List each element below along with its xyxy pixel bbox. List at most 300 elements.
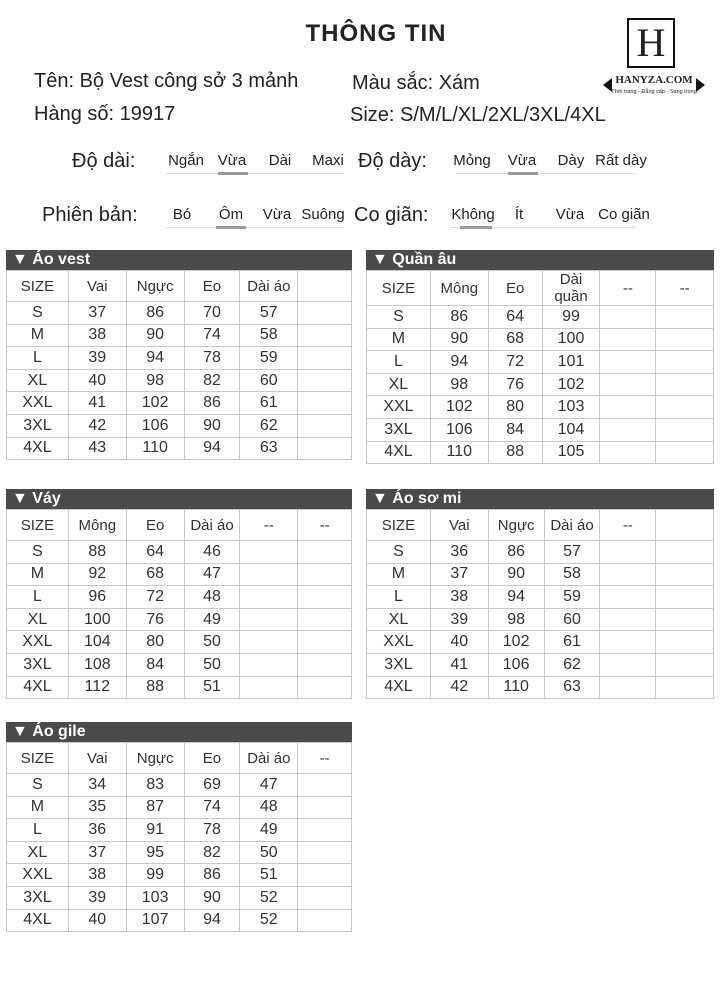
table-row bbox=[367, 351, 714, 374]
table-cell: 60 bbox=[240, 369, 298, 392]
table-cell bbox=[600, 586, 656, 609]
table-cell bbox=[298, 369, 352, 392]
attribute-label: Độ dài: bbox=[72, 150, 136, 172]
column-header: -- bbox=[656, 271, 714, 306]
option[interactable]: Không bbox=[451, 206, 495, 223]
table-cell: 41 bbox=[430, 653, 488, 676]
table-cell: 36 bbox=[430, 541, 488, 564]
table-cell: 88 bbox=[68, 541, 126, 564]
table-cell bbox=[600, 396, 656, 419]
selected-option-bar bbox=[508, 172, 538, 175]
table-row bbox=[367, 563, 714, 586]
table-cell: 40 bbox=[430, 631, 488, 654]
attribute-label: Độ dày: bbox=[358, 150, 427, 172]
table-row bbox=[367, 676, 714, 699]
table-cell bbox=[298, 347, 352, 370]
table-cell: 83 bbox=[126, 774, 184, 797]
triangle-down-icon: ▼ bbox=[12, 723, 33, 740]
table-cell bbox=[656, 676, 714, 699]
table-cell bbox=[600, 441, 656, 464]
option[interactable]: Ít bbox=[514, 206, 524, 223]
table-cell: 96 bbox=[68, 586, 126, 609]
option[interactable]: Vừa bbox=[217, 152, 247, 169]
table-cell: 87 bbox=[126, 796, 184, 819]
table-row bbox=[367, 631, 714, 654]
table-cell: 34 bbox=[68, 774, 126, 797]
table-cell bbox=[656, 563, 714, 586]
table-cell: 107 bbox=[126, 909, 184, 932]
table-cell bbox=[656, 418, 714, 441]
table-cell: 57 bbox=[544, 541, 600, 564]
table-cell: 59 bbox=[240, 347, 298, 370]
option[interactable]: Maxi bbox=[312, 152, 344, 169]
table-row bbox=[7, 841, 352, 864]
table-row bbox=[7, 909, 352, 932]
table-cell: 112 bbox=[68, 676, 126, 699]
table-cell bbox=[240, 541, 298, 564]
column-header: Vai bbox=[68, 743, 126, 774]
column-header: Ngực bbox=[488, 510, 544, 541]
table-cell: M bbox=[367, 328, 431, 351]
table-cell bbox=[298, 608, 352, 631]
selected-option-bar bbox=[216, 226, 246, 229]
table-cell: 86 bbox=[430, 306, 488, 329]
table-cell bbox=[298, 563, 352, 586]
table-cell: 86 bbox=[184, 392, 240, 415]
table-row bbox=[367, 608, 714, 631]
table-cell bbox=[600, 373, 656, 396]
selected-option-bar bbox=[218, 172, 248, 175]
table-cell bbox=[240, 563, 298, 586]
table-row bbox=[367, 653, 714, 676]
table-cell: 74 bbox=[184, 796, 240, 819]
table-row bbox=[367, 541, 714, 564]
table-cell: 3XL bbox=[7, 414, 69, 437]
table-cell: 4XL bbox=[7, 676, 69, 699]
brand-tagline: Thời trang - Đẳng cấp - Sang trọng bbox=[611, 89, 697, 95]
table-cell: 40 bbox=[68, 909, 126, 932]
table-cell: 48 bbox=[184, 586, 240, 609]
table-cell: 3XL bbox=[7, 653, 69, 676]
table-cell bbox=[298, 841, 352, 864]
page-title: THÔNG TIN bbox=[305, 20, 447, 47]
column-header: SIZE bbox=[7, 271, 69, 302]
table-cell: XL bbox=[7, 841, 69, 864]
table-cell: 103 bbox=[542, 396, 600, 419]
table-row bbox=[7, 586, 352, 609]
table-cell: M bbox=[367, 563, 431, 586]
table-cell: 61 bbox=[544, 631, 600, 654]
table-row bbox=[7, 676, 352, 699]
table-cell bbox=[298, 631, 352, 654]
table-cell: 94 bbox=[488, 586, 544, 609]
table-cell bbox=[298, 909, 352, 932]
table-cell: 61 bbox=[240, 392, 298, 415]
table-cell: 4XL bbox=[7, 437, 69, 460]
option[interactable]: Vừa bbox=[555, 206, 585, 223]
table-header-row bbox=[7, 510, 352, 541]
table-row bbox=[7, 864, 352, 887]
table-cell: 3XL bbox=[367, 653, 431, 676]
table-cell bbox=[298, 414, 352, 437]
table-cell bbox=[656, 653, 714, 676]
table-cell bbox=[298, 392, 352, 415]
table-cell bbox=[656, 541, 714, 564]
table-cell bbox=[298, 796, 352, 819]
table-cell: L bbox=[7, 586, 69, 609]
table-cell: 80 bbox=[488, 396, 542, 419]
table-cell: 90 bbox=[430, 328, 488, 351]
section-header bbox=[6, 250, 352, 270]
column-header: -- bbox=[240, 510, 298, 541]
table-cell: 4XL bbox=[367, 676, 431, 699]
table-cell: 86 bbox=[126, 302, 184, 325]
table-row bbox=[7, 392, 352, 415]
product-sizes: Size: S/M/L/XL/2XL/3XL/4XL bbox=[350, 104, 606, 126]
table-cell bbox=[656, 608, 714, 631]
section-title: Quần âu bbox=[392, 251, 457, 268]
product-color: Màu sắc: Xám bbox=[352, 72, 480, 94]
table-cell bbox=[656, 373, 714, 396]
table-cell: 76 bbox=[488, 373, 542, 396]
table-cell bbox=[656, 351, 714, 374]
table-cell: 80 bbox=[126, 631, 184, 654]
table-cell: 69 bbox=[184, 774, 240, 797]
table-cell: 52 bbox=[240, 886, 298, 909]
table-cell: 84 bbox=[488, 418, 542, 441]
table-cell: 43 bbox=[68, 437, 126, 460]
table-cell: XXL bbox=[7, 864, 69, 887]
table-cell bbox=[656, 306, 714, 329]
option[interactable]: Ôm bbox=[218, 206, 244, 223]
table-cell: 60 bbox=[544, 608, 600, 631]
table-cell: 39 bbox=[68, 347, 126, 370]
table-cell: 57 bbox=[240, 302, 298, 325]
table-cell bbox=[600, 631, 656, 654]
table-cell: 104 bbox=[68, 631, 126, 654]
table-row bbox=[367, 373, 714, 396]
table-cell: 62 bbox=[544, 653, 600, 676]
option[interactable]: Dày bbox=[557, 152, 585, 169]
column-header: SIZE bbox=[367, 510, 431, 541]
table-cell: XL bbox=[367, 373, 431, 396]
table-cell: 94 bbox=[430, 351, 488, 374]
table-cell bbox=[298, 653, 352, 676]
table-cell bbox=[600, 306, 656, 329]
table-cell: 50 bbox=[184, 653, 240, 676]
table-cell: 90 bbox=[184, 886, 240, 909]
table-cell bbox=[600, 351, 656, 374]
table-cell: 78 bbox=[184, 819, 240, 842]
table-cell: 110 bbox=[430, 441, 488, 464]
table-cell bbox=[298, 437, 352, 460]
table-cell: 102 bbox=[430, 396, 488, 419]
table-cell: 36 bbox=[68, 819, 126, 842]
table-row bbox=[367, 396, 714, 419]
table-cell: 92 bbox=[68, 563, 126, 586]
column-header: -- bbox=[298, 743, 352, 774]
table-cell: 72 bbox=[488, 351, 542, 374]
table-cell: M bbox=[7, 796, 69, 819]
option[interactable]: Co giãn bbox=[598, 206, 650, 223]
table-cell: L bbox=[7, 347, 69, 370]
column-header: Dài áo bbox=[544, 510, 600, 541]
table-cell: 86 bbox=[184, 864, 240, 887]
option[interactable]: Bó bbox=[172, 206, 192, 223]
table-cell: 88 bbox=[126, 676, 184, 699]
table-cell bbox=[656, 631, 714, 654]
table-cell: 4XL bbox=[7, 909, 69, 932]
table-cell: 42 bbox=[430, 676, 488, 699]
table-cell bbox=[298, 586, 352, 609]
table-cell bbox=[298, 676, 352, 699]
brand-logo bbox=[603, 18, 705, 100]
table-cell: XXL bbox=[7, 631, 69, 654]
option[interactable]: Vừa bbox=[507, 152, 537, 169]
table-cell: L bbox=[367, 586, 431, 609]
size-table bbox=[366, 509, 714, 699]
product-name: Tên: Bộ Vest công sở 3 mảnh bbox=[34, 70, 299, 92]
table-cell bbox=[298, 819, 352, 842]
table-header-row bbox=[367, 271, 714, 306]
table-row bbox=[7, 541, 352, 564]
table-cell: 102 bbox=[488, 631, 544, 654]
table-cell: 3XL bbox=[367, 418, 431, 441]
table-cell: 39 bbox=[68, 886, 126, 909]
column-header: Vai bbox=[68, 271, 126, 302]
table-cell bbox=[240, 676, 298, 699]
table-row bbox=[7, 414, 352, 437]
table-cell: 82 bbox=[184, 841, 240, 864]
table-cell bbox=[600, 608, 656, 631]
table-cell: 110 bbox=[126, 437, 184, 460]
table-row bbox=[7, 653, 352, 676]
table-cell: S bbox=[367, 306, 431, 329]
table-cell: XXL bbox=[7, 392, 69, 415]
table-cell: 39 bbox=[430, 608, 488, 631]
table-cell: 38 bbox=[430, 586, 488, 609]
table-cell: 98 bbox=[488, 608, 544, 631]
table-cell: M bbox=[7, 324, 69, 347]
table-cell: 68 bbox=[488, 328, 542, 351]
table-cell: 58 bbox=[544, 563, 600, 586]
table-cell: 3XL bbox=[7, 886, 69, 909]
table-cell: XXL bbox=[367, 396, 431, 419]
column-header: Eo bbox=[184, 271, 240, 302]
attribute-label: Phiên bản: bbox=[42, 204, 138, 226]
column-header: Ngực bbox=[126, 743, 184, 774]
table-cell: 35 bbox=[68, 796, 126, 819]
h-letter-logo: H bbox=[627, 18, 675, 68]
table-cell: 94 bbox=[184, 909, 240, 932]
table-cell: 99 bbox=[542, 306, 600, 329]
table-cell: XL bbox=[7, 608, 69, 631]
column-header: -- bbox=[298, 510, 352, 541]
column-header: Mông bbox=[68, 510, 126, 541]
table-cell: 37 bbox=[68, 841, 126, 864]
selected-option-bar bbox=[460, 226, 492, 229]
table-cell: 106 bbox=[488, 653, 544, 676]
table-row bbox=[7, 631, 352, 654]
table-cell: 63 bbox=[240, 437, 298, 460]
table-cell: 46 bbox=[184, 541, 240, 564]
table-cell: 104 bbox=[542, 418, 600, 441]
table-cell bbox=[600, 328, 656, 351]
option[interactable]: Suông bbox=[301, 206, 345, 223]
table-cell: 103 bbox=[126, 886, 184, 909]
table-cell bbox=[298, 886, 352, 909]
table-cell: 94 bbox=[184, 437, 240, 460]
table-cell bbox=[600, 563, 656, 586]
table-cell bbox=[656, 396, 714, 419]
column-header: Dài áo bbox=[240, 743, 298, 774]
size-table bbox=[6, 742, 352, 932]
table-cell: 105 bbox=[542, 441, 600, 464]
table-cell bbox=[656, 586, 714, 609]
table-cell: 41 bbox=[68, 392, 126, 415]
table-row bbox=[7, 886, 352, 909]
table-cell: 50 bbox=[184, 631, 240, 654]
table-cell: XXL bbox=[367, 631, 431, 654]
section-title: Áo gile bbox=[32, 723, 86, 740]
column-header: SIZE bbox=[367, 271, 431, 306]
table-row bbox=[7, 774, 352, 797]
table-cell: 90 bbox=[126, 324, 184, 347]
table-cell: 72 bbox=[126, 586, 184, 609]
table-cell: 42 bbox=[68, 414, 126, 437]
table-cell: 101 bbox=[542, 351, 600, 374]
table-cell: 102 bbox=[542, 373, 600, 396]
table-cell bbox=[298, 774, 352, 797]
column-header: Dài áo bbox=[184, 510, 240, 541]
section-header bbox=[6, 489, 352, 509]
section-title: Váy bbox=[32, 490, 61, 507]
table-cell bbox=[600, 676, 656, 699]
table-cell: S bbox=[7, 541, 69, 564]
table-cell: L bbox=[367, 351, 431, 374]
table-cell: 49 bbox=[240, 819, 298, 842]
table-cell bbox=[240, 631, 298, 654]
option-track bbox=[456, 173, 636, 174]
table-row bbox=[7, 437, 352, 460]
option[interactable]: Mỏng bbox=[453, 152, 491, 169]
table-row bbox=[7, 369, 352, 392]
table-cell: 52 bbox=[240, 909, 298, 932]
table-cell: 64 bbox=[126, 541, 184, 564]
table-cell bbox=[600, 418, 656, 441]
table-cell: 90 bbox=[184, 414, 240, 437]
table-cell bbox=[298, 324, 352, 347]
table-cell: 47 bbox=[184, 563, 240, 586]
table-cell: 58 bbox=[240, 324, 298, 347]
option[interactable]: Vừa bbox=[262, 206, 292, 223]
triangle-down-icon: ▼ bbox=[12, 490, 33, 507]
table-row bbox=[367, 328, 714, 351]
table-cell: 48 bbox=[240, 796, 298, 819]
table-cell: 100 bbox=[542, 328, 600, 351]
table-cell: XL bbox=[7, 369, 69, 392]
section-header bbox=[366, 489, 714, 509]
table-cell: M bbox=[7, 563, 69, 586]
option-track bbox=[166, 227, 344, 228]
table-cell: 62 bbox=[240, 414, 298, 437]
section-title: Áo sơ mi bbox=[392, 490, 462, 507]
table-cell: 98 bbox=[430, 373, 488, 396]
table-cell: 37 bbox=[430, 563, 488, 586]
table-cell bbox=[600, 653, 656, 676]
size-table bbox=[6, 509, 352, 699]
table-cell: 38 bbox=[68, 864, 126, 887]
column-header: SIZE bbox=[7, 743, 69, 774]
table-cell: 102 bbox=[126, 392, 184, 415]
section-header bbox=[6, 722, 352, 742]
table-cell: 4XL bbox=[367, 441, 431, 464]
table-cell: 78 bbox=[184, 347, 240, 370]
option[interactable]: Rất dày bbox=[595, 152, 647, 169]
column-header: -- bbox=[600, 510, 656, 541]
table-cell bbox=[298, 864, 352, 887]
table-cell: 84 bbox=[126, 653, 184, 676]
product-code: Hàng số: 19917 bbox=[34, 103, 176, 125]
table-row bbox=[7, 302, 352, 325]
table-cell: S bbox=[7, 302, 69, 325]
option-track bbox=[166, 173, 344, 174]
table-cell: 64 bbox=[488, 306, 542, 329]
table-cell: 76 bbox=[126, 608, 184, 631]
column-header: Dài quần bbox=[542, 271, 600, 306]
table-row bbox=[7, 608, 352, 631]
table-row bbox=[367, 441, 714, 464]
table-cell: S bbox=[7, 774, 69, 797]
table-cell: L bbox=[7, 819, 69, 842]
section-title: Áo vest bbox=[32, 251, 91, 268]
table-cell bbox=[240, 653, 298, 676]
option[interactable]: Ngắn bbox=[168, 152, 204, 169]
table-cell bbox=[298, 302, 352, 325]
column-header: Ngực bbox=[126, 271, 184, 302]
table-row bbox=[7, 324, 352, 347]
table-row bbox=[367, 418, 714, 441]
table-cell: 40 bbox=[68, 369, 126, 392]
column-header bbox=[298, 271, 352, 302]
table-row bbox=[7, 796, 352, 819]
table-cell: 90 bbox=[488, 563, 544, 586]
table-cell bbox=[240, 586, 298, 609]
table-cell: 38 bbox=[68, 324, 126, 347]
table-header-row bbox=[7, 271, 352, 302]
option[interactable]: Dài bbox=[268, 152, 292, 169]
table-cell: 68 bbox=[126, 563, 184, 586]
table-cell: 98 bbox=[126, 369, 184, 392]
table-header-row bbox=[7, 743, 352, 774]
table-cell: 99 bbox=[126, 864, 184, 887]
table-cell: 91 bbox=[126, 819, 184, 842]
table-cell: 106 bbox=[126, 414, 184, 437]
table-cell: 95 bbox=[126, 841, 184, 864]
table-cell bbox=[240, 608, 298, 631]
table-cell: 47 bbox=[240, 774, 298, 797]
table-row bbox=[7, 347, 352, 370]
table-cell: 108 bbox=[68, 653, 126, 676]
section-header bbox=[366, 250, 714, 270]
column-header: Dài áo bbox=[240, 271, 298, 302]
table-cell bbox=[656, 441, 714, 464]
table-cell: 106 bbox=[430, 418, 488, 441]
triangle-down-icon: ▼ bbox=[372, 251, 393, 268]
table-cell: 94 bbox=[126, 347, 184, 370]
column-header: SIZE bbox=[7, 510, 69, 541]
table-cell: 100 bbox=[68, 608, 126, 631]
